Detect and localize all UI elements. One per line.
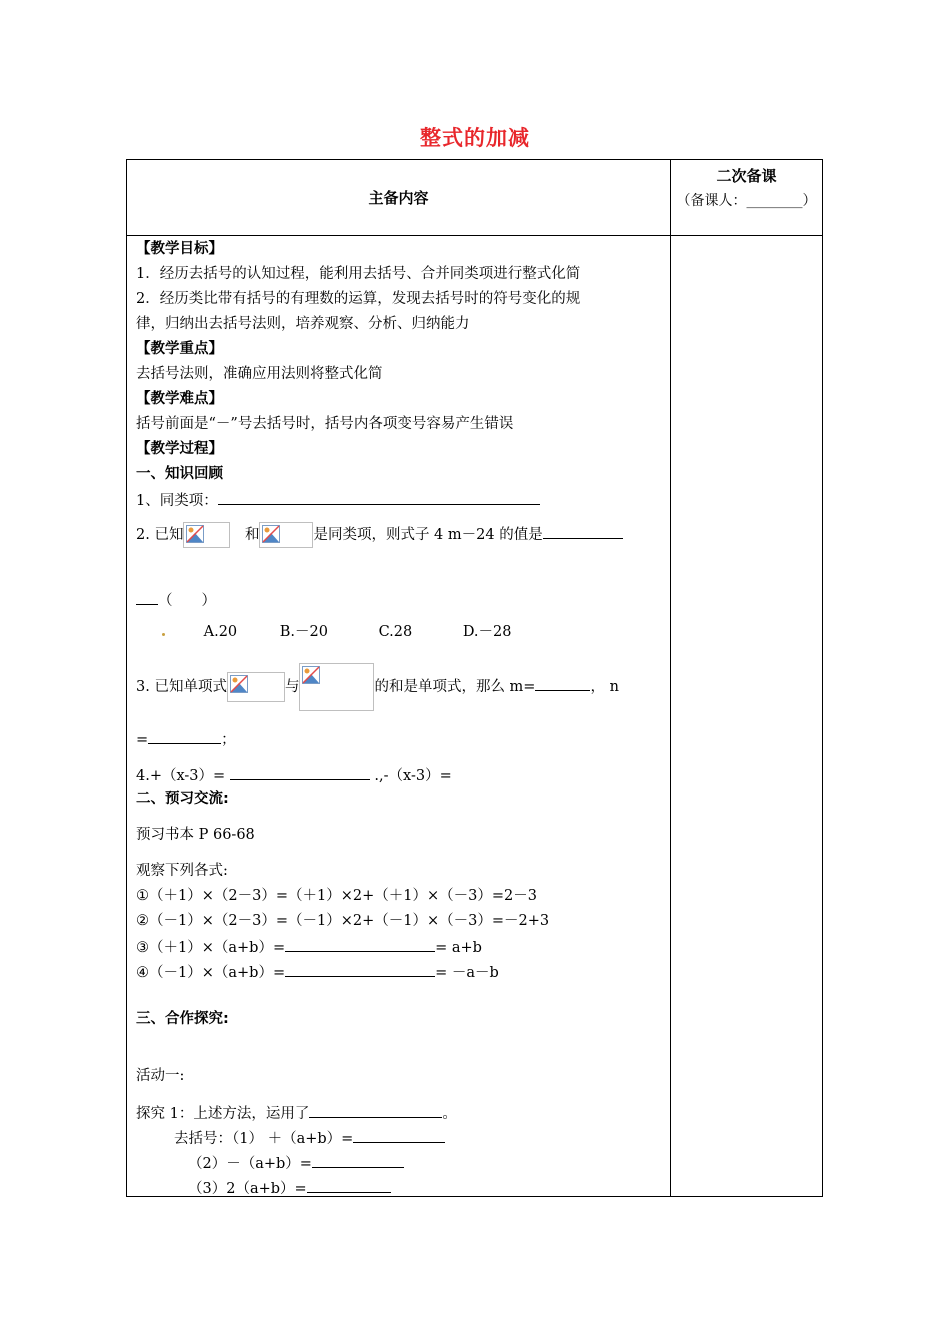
question-1 [136, 489, 540, 511]
difficulty-text: 括号前面是“－”号去括号时，括号内各项变号容易产生错误 [136, 416, 514, 432]
option-a: A.20 [203, 624, 238, 640]
question-2-options [162, 622, 512, 642]
question-3-text-d: ， n [590, 679, 619, 695]
equation-3-b: = a+b [435, 940, 482, 956]
equation-4-blank [285, 961, 435, 977]
goal-1: 1．经历去括号的认知过程，能利用去括号、合并同类项进行整式化简 [136, 266, 581, 282]
goal-2a: 2．经历类比带有括号的有理数的运算，发现去括号时的符号变化的规 [136, 291, 581, 307]
review-title: 一、知识回顾 [136, 466, 223, 482]
question-3-text-a: 3. 已知单项式 [136, 679, 227, 695]
secondary-prep-header [671, 160, 823, 236]
question-3-cont [136, 728, 236, 750]
question-4 [136, 764, 452, 786]
formula-image-4 [299, 663, 374, 711]
secondary-prep-cell [671, 236, 823, 1197]
question-3-text-e: = [136, 732, 149, 748]
observe-label: 观察下列各式: [136, 863, 228, 879]
question-3-blank-m [535, 675, 590, 691]
activity-1: 活动一: [136, 1068, 185, 1084]
main-content-label: 主备内容 [368, 189, 429, 207]
explore-1 [136, 1102, 457, 1124]
process-title: 【教学过程】 [136, 441, 223, 457]
explore-1-a: 探究 1：上述方法，运用了 [136, 1106, 310, 1122]
formula-image-2 [259, 522, 313, 548]
question-2-cont [136, 589, 216, 611]
question-3-text-c: 的和是单项式，那么 m= [374, 679, 536, 695]
question-2-text-c: 是同类项，则式子 4 m－24 的值是 [313, 527, 543, 543]
equation-3 [136, 936, 482, 958]
question-4-blank [230, 764, 370, 780]
broken-image-icon [262, 525, 280, 543]
goal-title: 【教学目标】 [136, 241, 223, 257]
question-3-blank-n [148, 728, 221, 744]
equation-1: ①（＋1）×（2－3）=（＋1）×2+（＋1）×（－3）=2－3 [136, 888, 537, 904]
key-title: 【教学重点】 [136, 341, 223, 357]
equation-3-a: ③（＋1）×（a+b）= [136, 940, 286, 956]
preview-title: 二、预习交流: [136, 791, 229, 807]
option-d: D.－28 [462, 624, 512, 640]
equation-3-blank [285, 936, 435, 952]
formula-image-1 [183, 522, 230, 548]
remove-3 [188, 1177, 391, 1199]
formula-image-3 [227, 672, 285, 702]
question-4-text-b: .,-（x-3）= [374, 768, 452, 784]
equation-2: ②（－1）×（2－3）=（－1）×2+（－1）×（－3）=－2+3 [136, 913, 550, 929]
question-4-text-a: 4.+（x-3）= [136, 768, 226, 784]
remove-1-blank [353, 1127, 445, 1143]
question-3 [136, 663, 619, 711]
equation-4-a: ④（－1）×（a+b）= [136, 965, 286, 981]
remove-1-text: 去括号：（1） ＋（a+b）= [174, 1131, 354, 1147]
question-1-blank [218, 489, 540, 505]
explore-1-b: 。 [442, 1106, 457, 1122]
question-2-text-b: 和 [244, 527, 260, 543]
goal-2b: 律，归纳出去括号法则，培养观察、分析、归纳能力 [136, 316, 470, 332]
question-2-blank-2 [136, 589, 158, 605]
remove-3-blank [307, 1177, 391, 1193]
remove-2-text: （2）－（a+b）= [188, 1156, 312, 1172]
main-content-header [127, 160, 671, 236]
question-2-text-a: 2. 已知 [136, 527, 184, 543]
question-2 [136, 521, 623, 549]
preview-text: 预习书本 P 66-68 [136, 827, 255, 843]
question-2-paren: （ ） [158, 593, 216, 609]
broken-image-icon [230, 675, 248, 693]
broken-image-icon [302, 666, 320, 684]
question-2-blank [543, 523, 623, 539]
secondary-prep-label: 二次备课 [716, 167, 777, 185]
equation-4 [136, 961, 499, 983]
key-text: 去括号法则，准确应用法则将整式化简 [136, 366, 383, 382]
stray-dot [162, 633, 165, 636]
lesson-plan-table [126, 159, 823, 1197]
preparer-field: （备课人：________） [676, 193, 817, 209]
question-1-text: 1、同类项： [136, 493, 218, 509]
broken-image-icon [186, 525, 204, 543]
page-title: 整式的加减 [420, 126, 530, 150]
question-3-text-b: 与 [284, 679, 300, 695]
remove-2 [188, 1152, 404, 1174]
remove-3-text: （3）2（a+b）= [188, 1181, 307, 1197]
remove-1 [174, 1127, 445, 1149]
option-b: B.－20 [279, 624, 328, 640]
option-c: C.28 [378, 624, 413, 640]
main-content-cell [127, 236, 671, 1197]
question-3-text-f: ； [221, 732, 236, 748]
coop-title: 三、合作探究: [136, 1011, 229, 1027]
difficulty-title: 【教学难点】 [136, 391, 223, 407]
equation-4-b: = －a－b [435, 965, 499, 981]
explore-1-blank [309, 1102, 442, 1118]
remove-2-blank [312, 1152, 404, 1168]
